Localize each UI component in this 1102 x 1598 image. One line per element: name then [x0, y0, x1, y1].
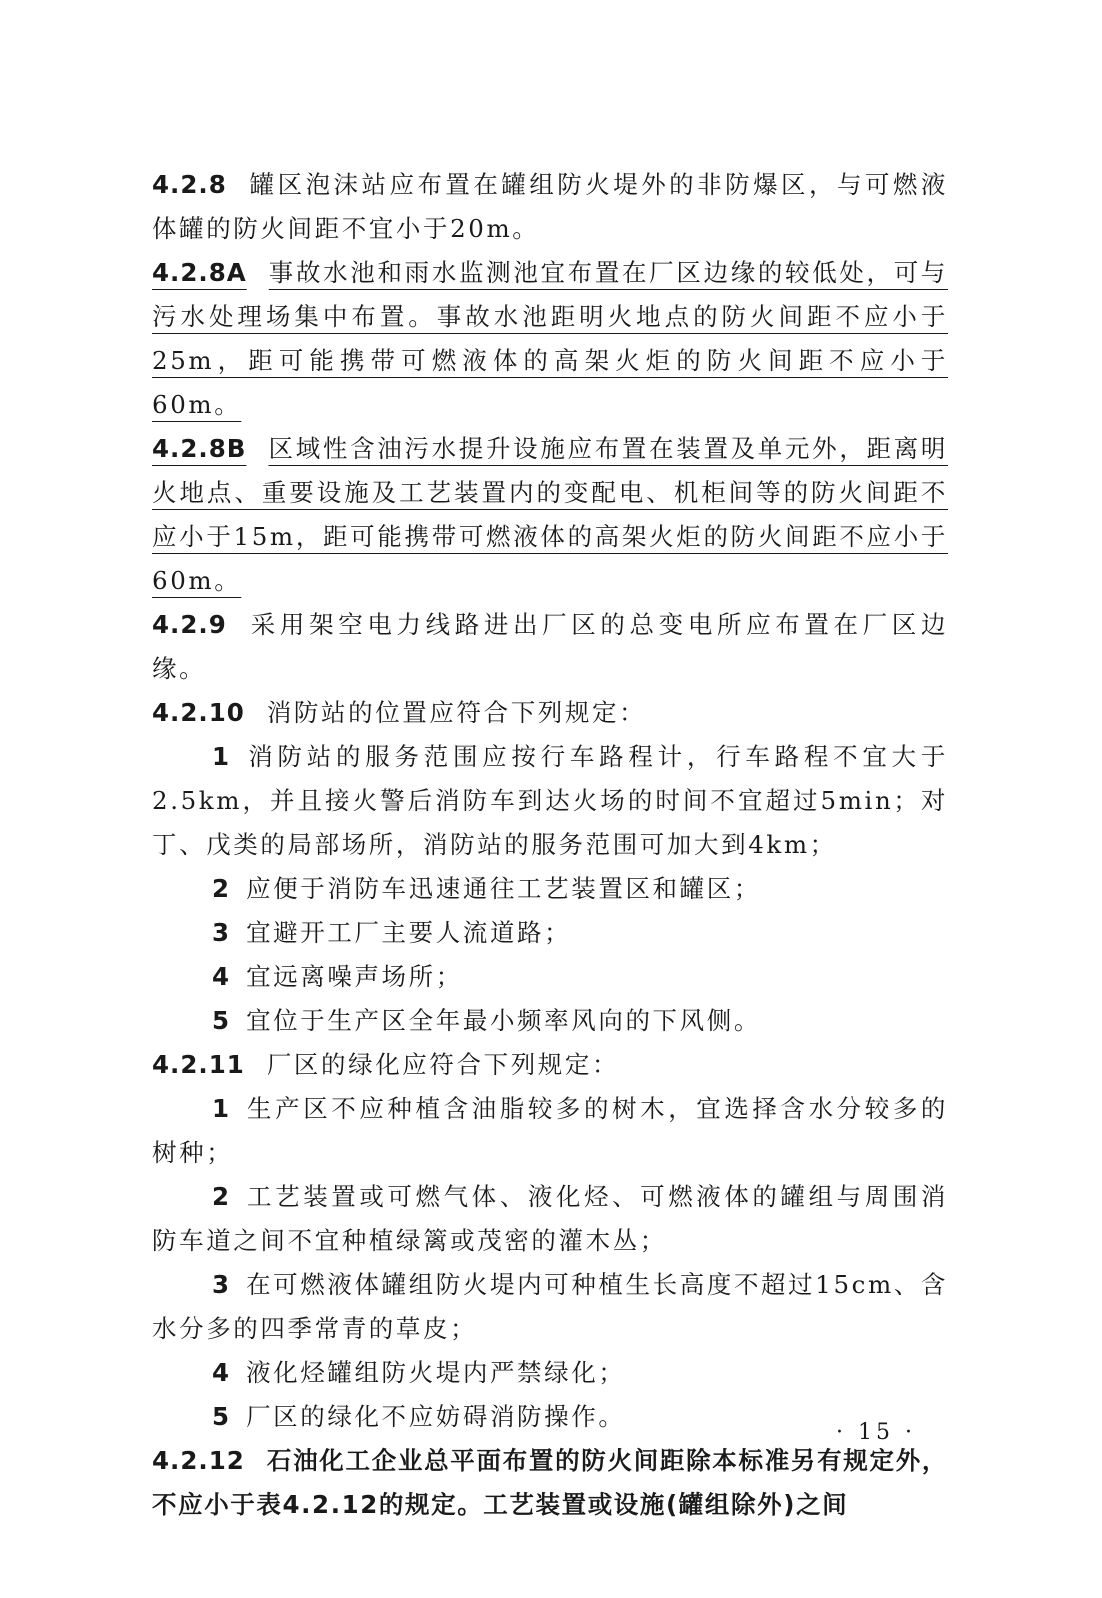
- document-body: [152, 163, 948, 1527]
- item-number: 1: [212, 1094, 231, 1123]
- item-number: 2: [212, 1182, 231, 1211]
- clause-number: 4.2.9: [152, 610, 227, 639]
- clause-4-2-8A: [152, 251, 948, 427]
- list-item: [152, 911, 948, 955]
- item-text: 在可燃液体罐组防火堤内可种植生长高度不超过15cm、含水分多的四季常青的草皮；: [152, 1270, 948, 1343]
- item-text: 宜位于生产区全年最小频率风向的下风侧。: [246, 1006, 761, 1035]
- list-item: [152, 999, 948, 1043]
- clause-number: 4.2.8A: [152, 258, 247, 287]
- item-number: 5: [212, 1402, 231, 1431]
- item-text: 厂区的绿化不应妨碍消防操作。: [246, 1402, 626, 1431]
- clause-number: 4.2.8: [152, 170, 227, 199]
- item-text: 工艺装置或可燃气体、液化烃、可燃液体的罐组与周围消防车道之间不宜种植绿篱或茂密的灌木丛；: [152, 1182, 948, 1255]
- item-text: 宜远离噪声场所；: [246, 962, 463, 991]
- item-text: 消防站的服务范围应按行车路程计，行车路程不宜大于2.5km，并且接火警后消防车到达火场的时间不宜超过5min；对丁、戊类的局部场所，消防站的服务范围可加大到4km；: [152, 742, 948, 859]
- clause-4-2-10: [152, 691, 948, 735]
- clause-number: 4.2.8B: [152, 434, 247, 463]
- clause-4-2-8B: [152, 427, 948, 603]
- clause-text: 石油化工企业总平面布置的防火间距除本标准另有规定外，不应小于表4.2.12的规定。工艺装置或设施(罐组除外)之间: [152, 1446, 948, 1519]
- item-number: 3: [212, 918, 231, 947]
- clause-number: 4.2.12: [152, 1446, 245, 1475]
- clause-text: 区域性含油污水提升设施应布置在装置及单元外，距离明火地点、重要设施及工艺装置内的变配电、机柜间等的防火间距不应小于15m，距可能携带可燃液体的高架火炬的防火间距不应小于60m。: [152, 434, 948, 595]
- list-item: [152, 1175, 948, 1263]
- clause-4-2-9: [152, 603, 948, 691]
- item-text: 液化烃罐组防火堤内严禁绿化；: [246, 1358, 626, 1387]
- clause-number: 4.2.10: [152, 698, 245, 727]
- list-item: [152, 1351, 948, 1395]
- item-text: 生产区不应种植含油脂较多的树木，宜选择含水分较多的树种；: [152, 1094, 948, 1167]
- clause-text: 厂区的绿化应符合下列规定：: [266, 1050, 620, 1079]
- list-item: [152, 735, 948, 867]
- list-item: [152, 867, 948, 911]
- item-text: 应便于消防车迅速通往工艺装置区和罐区；: [246, 874, 761, 903]
- clause-text: 采用架空电力线路进出厂区的总变电所应布置在厂区边缘。: [152, 610, 948, 683]
- page-number: · 15 ·: [836, 1420, 916, 1445]
- item-number: 1: [212, 742, 231, 771]
- list-item: [152, 1087, 948, 1175]
- list-item: [152, 1263, 948, 1351]
- clause-text: 罐区泡沫站应布置在罐组防火堤外的非防爆区，与可燃液体罐的防火间距不宜小于20m。: [152, 170, 948, 243]
- list-item: [152, 1395, 948, 1439]
- clause-4-2-11: [152, 1043, 948, 1087]
- item-number: 4: [212, 1358, 231, 1387]
- clause-number: 4.2.11: [152, 1050, 245, 1079]
- clause-text: 事故水池和雨水监测池宜布置在厂区边缘的较低处，可与污水处理场集中布置。事故水池距明火地点的防火间距不应小于25m，距可能携带可燃液体的高架火炬的防火间距不应小于60m。: [152, 258, 948, 419]
- clause-4-2-8: [152, 163, 948, 251]
- item-number: 2: [212, 874, 231, 903]
- list-item: [152, 955, 948, 999]
- clause-4-2-12: [152, 1439, 948, 1527]
- clause-text: 消防站的位置应符合下列规定：: [266, 698, 647, 727]
- item-text: 宜避开工厂主要人流道路；: [246, 918, 572, 947]
- item-number: 4: [212, 962, 231, 991]
- item-number: 5: [212, 1006, 231, 1035]
- item-number: 3: [212, 1270, 231, 1299]
